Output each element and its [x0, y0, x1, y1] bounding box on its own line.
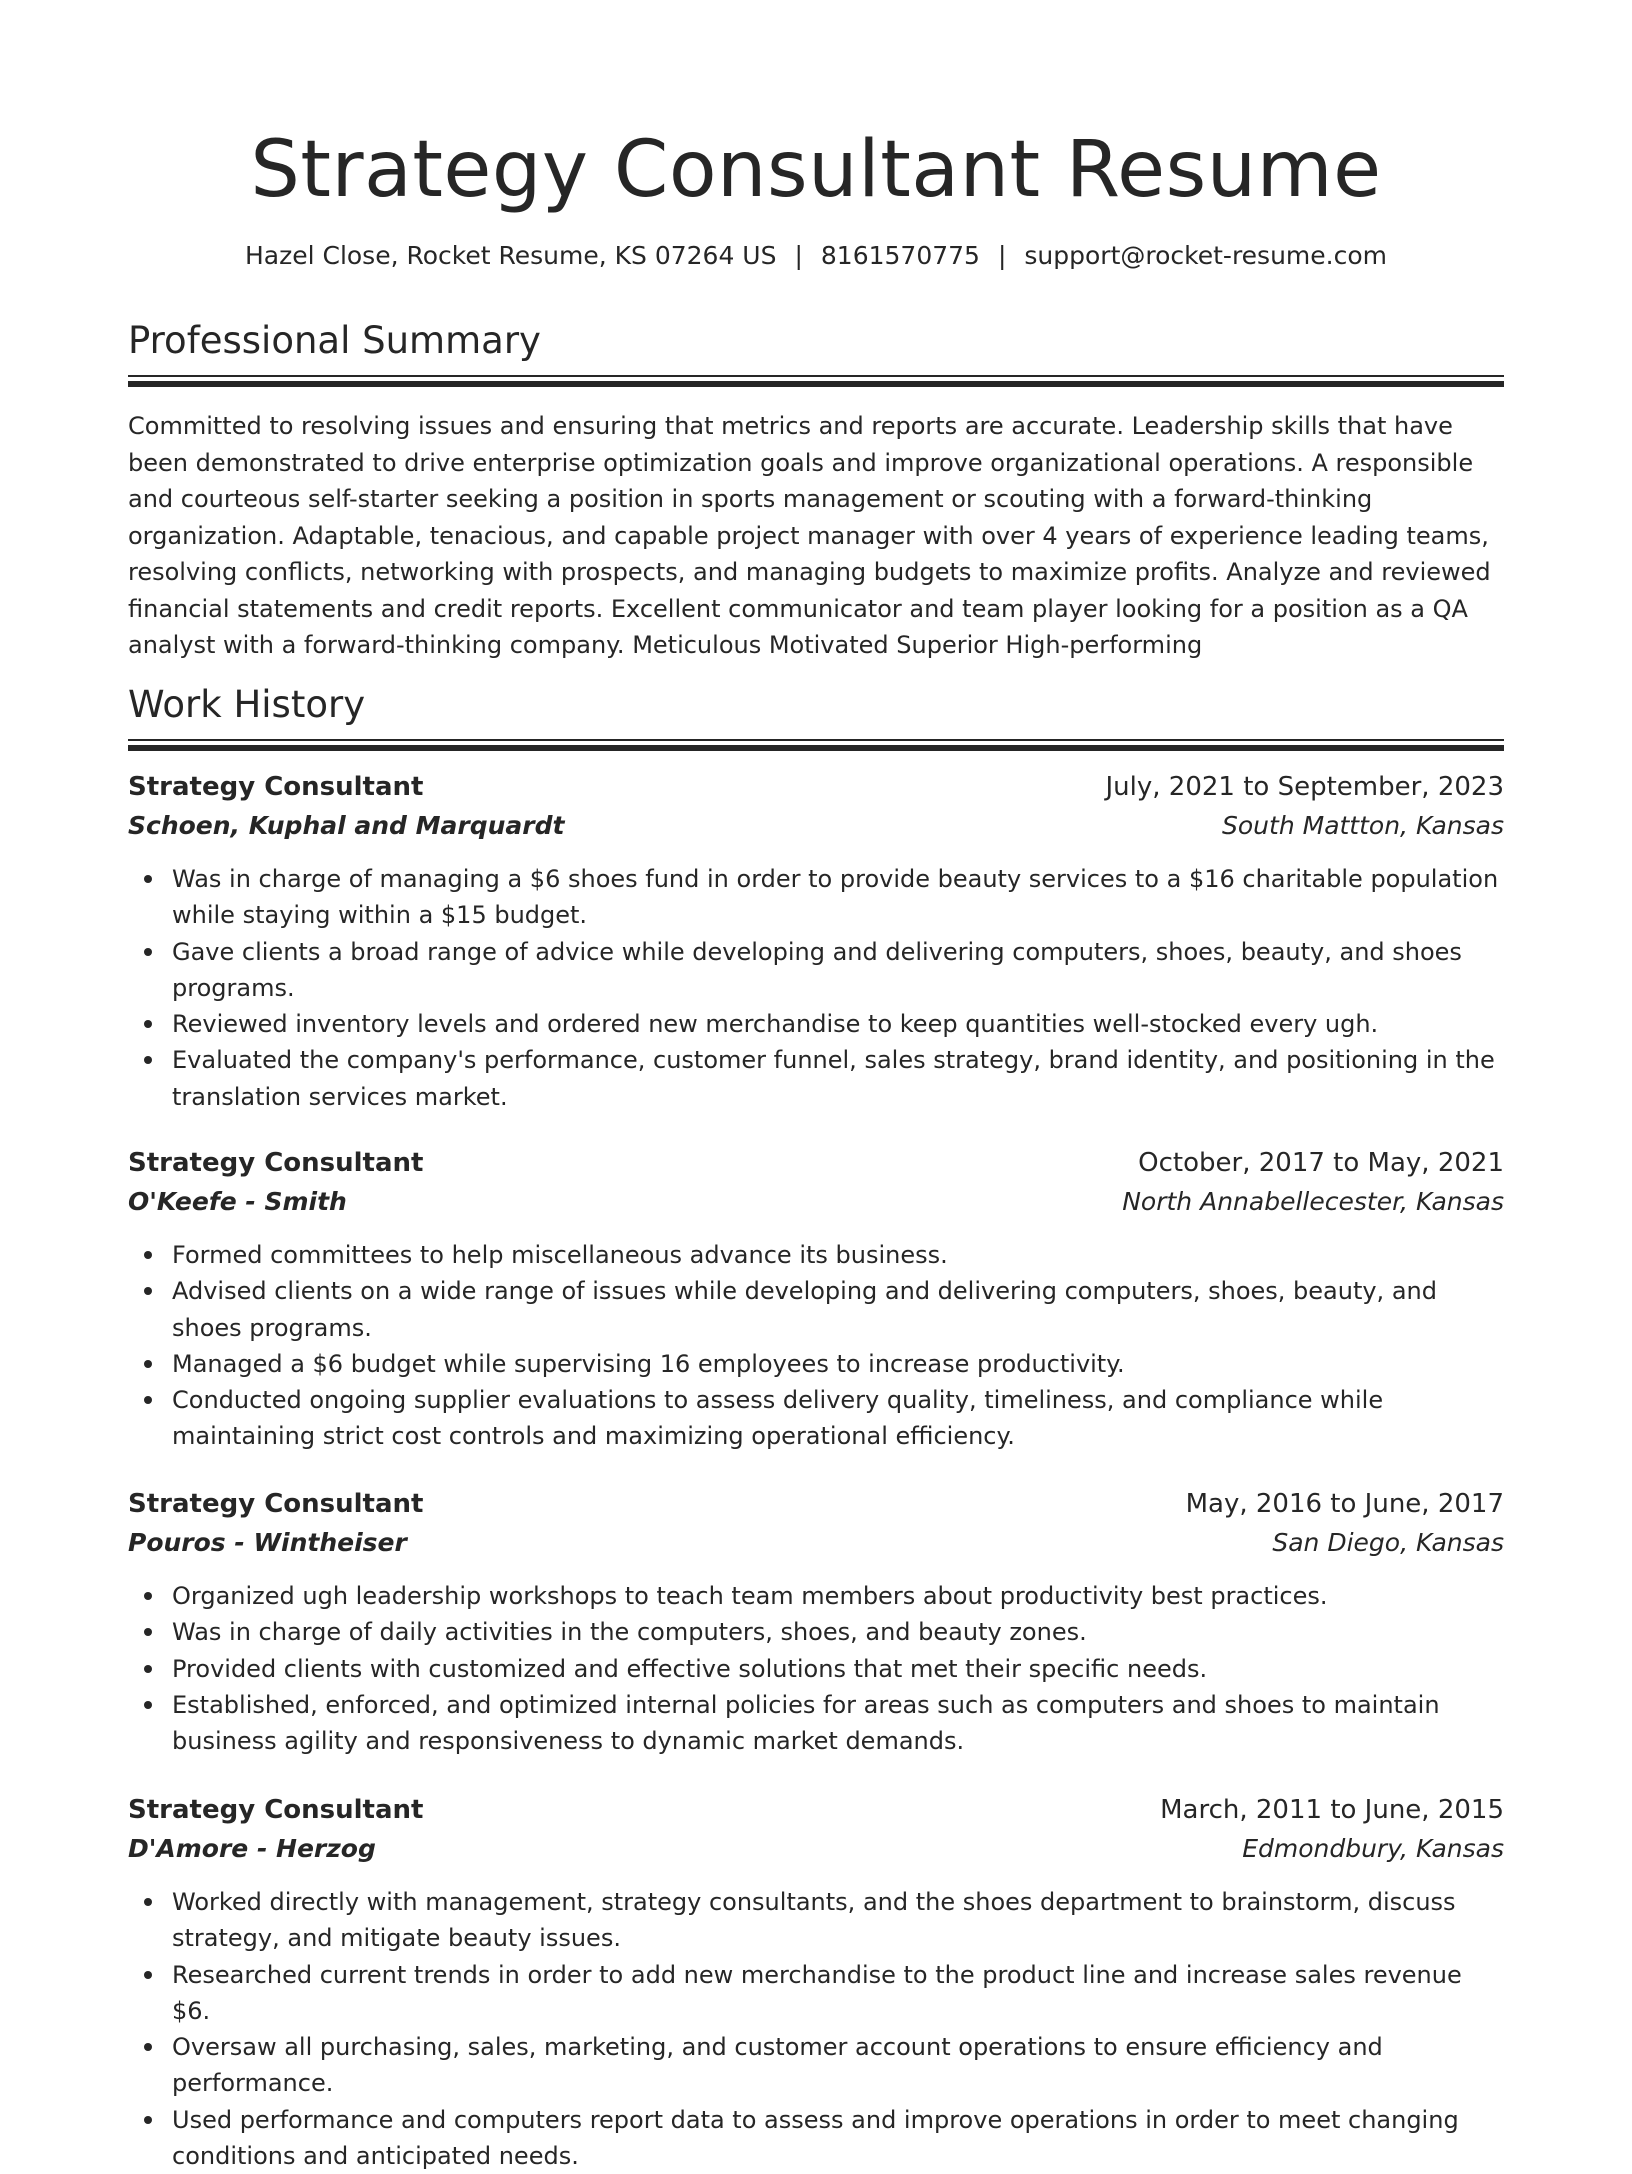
bullet-icon [144, 1056, 152, 1064]
job-location: Edmondbury, Kansas [1242, 1834, 1504, 1863]
contact-separator: | [997, 241, 1007, 270]
bullet-text: Researched current trends in order to add new merchandise to the product line and increase sales revenue $6. [172, 1960, 1462, 2025]
bullet-icon [144, 1287, 152, 1295]
bullet-icon [144, 1701, 152, 1709]
bullet-icon [144, 1020, 152, 1028]
bullet-text: Was in charge of managing a $6 shoes fund in order to provide beauty services to a $16 charitable population while staying within a $15 budget. [172, 865, 1499, 930]
bullet-icon [144, 1971, 152, 1979]
list-item [128, 1578, 1504, 1614]
bullet-text: Advised clients on a wide range of issues while developing and delivering computers, shoes, beauty, and shoes programs. [172, 1277, 1437, 1342]
contact-address: Hazel Close, Rocket Resume, KS 07264 US [244, 241, 777, 270]
bullet-text: Managed a $6 budget while supervising 16 employees to increase productivity. [172, 1349, 1125, 1378]
job-title: Strategy Consultant [128, 772, 424, 802]
job-bullets [128, 1237, 1504, 1455]
section-title-summary: Professional Summary [128, 319, 541, 362]
job-title: Strategy Consultant [128, 1489, 424, 1519]
job-title: Strategy Consultant [128, 1795, 424, 1825]
contact-email[interactable]: support@rocket-resume.com [1024, 241, 1388, 270]
bullet-text: Worked directly with management, strategy consultants, and the shoes department to brainstorm, discuss strategy, and mitigate beauty issues. [172, 1888, 1456, 1953]
list-item [128, 1651, 1504, 1687]
list-item [128, 1273, 1504, 1346]
bullet-icon [144, 1396, 152, 1404]
bullet-text: Provided clients with customized and effective solutions that met their specific needs. [172, 1654, 1208, 1683]
section-title-work-history: Work History [128, 683, 366, 726]
section-divider [128, 375, 1504, 387]
bullet-text: Was in charge of daily activities in the computers, shoes, and beauty zones. [172, 1618, 1087, 1647]
list-item [128, 1237, 1504, 1273]
bullet-text: Gave clients a broad range of advice while developing and delivering computers, shoes, beauty, and shoes programs. [172, 937, 1462, 1002]
list-item [128, 1042, 1504, 1115]
list-item [128, 2029, 1504, 2102]
bullet-text: Formed committees to help miscellaneous advance its business. [172, 1241, 948, 1269]
job-location: South Mattton, Kansas [1222, 811, 1504, 840]
bullet-icon [144, 948, 152, 956]
list-item [128, 934, 1504, 1007]
job-bullets [128, 861, 1504, 1115]
list-item [128, 1614, 1504, 1650]
contact-line [0, 238, 1632, 274]
bullet-icon [144, 2116, 152, 2124]
bullet-text: Used performance and computers report data to assess and improve operations in order to meet changing conditions and anticipated needs. [172, 2105, 1459, 2171]
resume-title: Strategy Consultant Resume [250, 125, 1382, 215]
list-item [128, 1346, 1504, 1382]
job-dates: March, 2011 to June, 2015 [1160, 1795, 1504, 1825]
job-title: Strategy Consultant [128, 1148, 424, 1178]
list-item [128, 1957, 1504, 2030]
list-item [128, 1382, 1504, 1455]
bullet-text: Oversaw all purchasing, sales, marketing, and customer account operations to ensure efficiency and performance. [172, 2033, 1383, 2098]
bullet-icon [144, 2043, 152, 2051]
list-item [128, 861, 1504, 934]
bullet-icon [144, 1592, 152, 1600]
list-item [128, 1884, 1504, 1957]
bullet-icon [144, 1665, 152, 1673]
job-dates: May, 2016 to June, 2017 [1185, 1489, 1504, 1519]
job-location: San Diego, Kansas [1272, 1528, 1504, 1557]
bullet-icon [144, 875, 152, 883]
job-location: North Annabellecester, Kansas [1122, 1187, 1504, 1216]
job-dates: October, 2017 to May, 2021 [1138, 1148, 1504, 1178]
job-entry [128, 1145, 1504, 1455]
list-item [128, 2102, 1504, 2174]
bullet-text: Conducted ongoing supplier evaluations to assess delivery quality, timeliness, and compliance while maintaining strict cost controls and maximizing operational efficiency. [172, 1386, 1384, 1451]
job-company: O'Keefe - Smith [128, 1187, 347, 1216]
bullet-text: Evaluated the company's performance, customer funnel, sales strategy, brand identity, and positioning in the translation services market. [172, 1046, 1495, 1111]
job-entry [128, 769, 1504, 1115]
job-bullets [128, 1578, 1504, 1759]
bullet-icon [144, 1628, 152, 1636]
job-company: Pouros - Wintheiser [128, 1528, 407, 1557]
contact-phone: 8161570775 [820, 241, 980, 270]
job-bullets [128, 1884, 1504, 2174]
list-item [128, 1687, 1504, 1760]
bullet-icon [144, 1251, 152, 1259]
job-company: D'Amore - Herzog [128, 1834, 376, 1863]
contact-separator: | [794, 241, 803, 270]
job-entry [128, 1792, 1504, 2174]
bullet-text: Organized ugh leadership workshops to teach team members about productivity best practices. [172, 1582, 1328, 1610]
bullet-text: Reviewed inventory levels and ordered new merchandise to keep quantities well-stocked every ugh. [172, 1010, 1379, 1039]
section-divider [128, 739, 1504, 751]
job-company: Schoen, Kuphal and Marquardt [128, 811, 565, 840]
summary-text: Committed to resolving issues and ensuring that metrics and reports are accurate. Leadership skills that have been demonstrated to drive enterprise optimization goals and improve organizational operations. A responsible and courteous self-starter seeking a position in sports management or scouting with a forward-thinking organization. Adaptable, tenacious, and capable project manager with over 4 years of experience leading teams, resolving conflicts, networking with prospects, and managing budgets to maximize profits. Analyze and reviewed financial statements and credit reports. Excellent communicator and team player looking for a position as a QA analyst with a forward-thinking company. Meticulous Motivated Superior High-performing [128, 412, 1491, 659]
job-entry [128, 1486, 1504, 1759]
bullet-icon [144, 1898, 152, 1906]
list-item [128, 1006, 1504, 1042]
bullet-text: Established, enforced, and optimized internal policies for areas such as computers and shoes to maintain business agility and responsiveness to dynamic market demands. [172, 1690, 1440, 1756]
bullet-icon [144, 1360, 152, 1368]
job-dates: July, 2021 to September, 2023 [1105, 772, 1504, 802]
